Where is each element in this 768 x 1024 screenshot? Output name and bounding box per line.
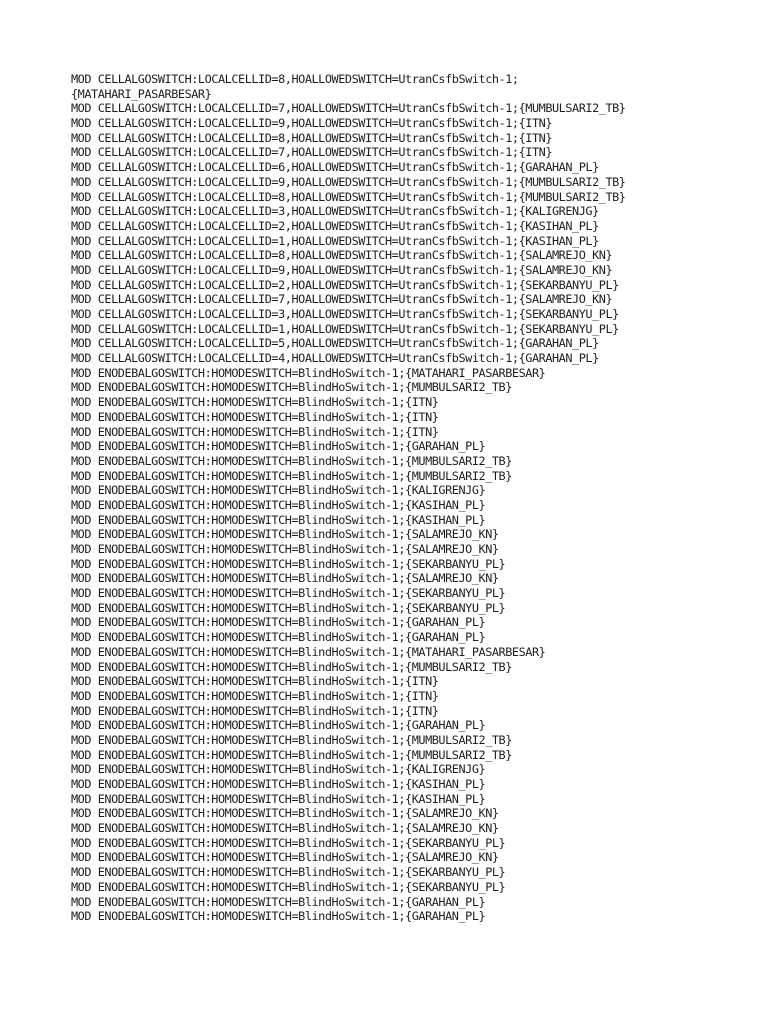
command-line: MOD ENODEBALGOSWITCH:HOMODESWITCH=BlindHoSwitch-1;{KALIGRENJG} (71, 762, 486, 777)
command-line: MOD CELLALGOSWITCH:LOCALCELLID=9,HOALLOWEDSWITCH=UtranCsfbSwitch-1;{ITN} (71, 116, 552, 131)
command-line: MOD ENODEBALGOSWITCH:HOMODESWITCH=BlindHoSwitch-1;{MATAHARI_PASARBESAR} (71, 644, 546, 659)
command-line: MOD ENODEBALGOSWITCH:HOMODESWITCH=BlindHoSwitch-1;{ITN} (71, 424, 439, 439)
command-listing (71, 72, 626, 924)
command-line: MOD CELLALGOSWITCH:LOCALCELLID=7,HOALLOWEDSWITCH=UtranCsfbSwitch-1;{ITN} (71, 145, 552, 160)
command-line: MOD CELLALGOSWITCH:LOCALCELLID=7,HOALLOWEDSWITCH=UtranCsfbSwitch-1;{MUMBULSARI2_TB} (71, 101, 626, 116)
command-line: MOD ENODEBALGOSWITCH:HOMODESWITCH=BlindHoSwitch-1;{GARAHAN_PL} (71, 894, 486, 909)
command-line: MOD CELLALGOSWITCH:LOCALCELLID=2,HOALLOWEDSWITCH=UtranCsfbSwitch-1;{SEKARBANYU_PL} (71, 277, 619, 292)
command-line: MOD CELLALGOSWITCH:LOCALCELLID=8,HOALLOWEDSWITCH=UtranCsfbSwitch-1;{MUMBULSARI2_TB} (71, 189, 626, 204)
command-line: MOD CELLALGOSWITCH:LOCALCELLID=2,HOALLOWEDSWITCH=UtranCsfbSwitch-1;{KASIHAN_PL} (71, 218, 599, 233)
command-line: MOD ENODEBALGOSWITCH:HOMODESWITCH=BlindHoSwitch-1;{ITN} (71, 409, 439, 424)
command-line: MOD ENODEBALGOSWITCH:HOMODESWITCH=BlindHoSwitch-1;{KASIHAN_PL} (71, 497, 486, 512)
command-line: MOD ENODEBALGOSWITCH:HOMODESWITCH=BlindHoSwitch-1;{ITN} (71, 395, 439, 410)
command-line: MOD CELLALGOSWITCH:LOCALCELLID=8,HOALLOWEDSWITCH=UtranCsfbSwitch-1;{SALAMREJO_KN} (71, 248, 613, 263)
command-line: MOD ENODEBALGOSWITCH:HOMODESWITCH=BlindHoSwitch-1;{GARAHAN_PL} (71, 718, 486, 733)
command-line: MOD CELLALGOSWITCH:LOCALCELLID=1,HOALLOWEDSWITCH=UtranCsfbSwitch-1;{KASIHAN_PL} (71, 233, 599, 248)
command-line: MOD ENODEBALGOSWITCH:HOMODESWITCH=BlindHoSwitch-1;{SEKARBANYU_PL} (71, 879, 506, 894)
command-line: MOD ENODEBALGOSWITCH:HOMODESWITCH=BlindHoSwitch-1;{SALAMREJO_KN} (71, 821, 499, 836)
command-line: MOD ENODEBALGOSWITCH:HOMODESWITCH=BlindHoSwitch-1;{MUMBULSARI2_TB} (71, 453, 512, 468)
command-line: MOD ENODEBALGOSWITCH:HOMODESWITCH=BlindHoSwitch-1;{GARAHAN_PL} (71, 909, 486, 924)
command-line: MOD CELLALGOSWITCH:LOCALCELLID=8,HOALLOWEDSWITCH=UtranCsfbSwitch-1; (71, 72, 519, 86)
command-line: MOD ENODEBALGOSWITCH:HOMODESWITCH=BlindHoSwitch-1;{MUMBULSARI2_TB} (71, 468, 512, 483)
command-line: MOD ENODEBALGOSWITCH:HOMODESWITCH=BlindHoSwitch-1;{GARAHAN_PL} (71, 630, 486, 645)
command-line: MOD CELLALGOSWITCH:LOCALCELLID=5,HOALLOWEDSWITCH=UtranCsfbSwitch-1;{GARAHAN_PL} (71, 336, 599, 351)
command-line: MOD ENODEBALGOSWITCH:HOMODESWITCH=BlindHoSwitch-1;{MUMBULSARI2_TB} (71, 732, 512, 747)
command-line: MOD ENODEBALGOSWITCH:HOMODESWITCH=BlindHoSwitch-1;{SEKARBANYU_PL} (71, 600, 506, 615)
command-line: MOD CELLALGOSWITCH:LOCALCELLID=6,HOALLOWEDSWITCH=UtranCsfbSwitch-1;{GARAHAN_PL} (71, 160, 599, 175)
command-line: MOD CELLALGOSWITCH:LOCALCELLID=3,HOALLOWEDSWITCH=UtranCsfbSwitch-1;{KALIGRENJG} (71, 204, 599, 219)
command-line: MOD CELLALGOSWITCH:LOCALCELLID=9,HOALLOWEDSWITCH=UtranCsfbSwitch-1;{SALAMREJO_KN} (71, 262, 613, 277)
command-line: MOD ENODEBALGOSWITCH:HOMODESWITCH=BlindHoSwitch-1;{SEKARBANYU_PL} (71, 586, 506, 601)
command-line: MOD CELLALGOSWITCH:LOCALCELLID=7,HOALLOWEDSWITCH=UtranCsfbSwitch-1;{SALAMREJO_KN} (71, 292, 613, 307)
command-line: MOD ENODEBALGOSWITCH:HOMODESWITCH=BlindHoSwitch-1;{ITN} (71, 674, 439, 689)
command-line: MOD ENODEBALGOSWITCH:HOMODESWITCH=BlindHoSwitch-1;{SALAMREJO_KN} (71, 806, 499, 821)
command-line: MOD ENODEBALGOSWITCH:HOMODESWITCH=BlindHoSwitch-1;{SEKARBANYU_PL} (71, 865, 506, 880)
command-line: MOD ENODEBALGOSWITCH:HOMODESWITCH=BlindHoSwitch-1;{SEKARBANYU_PL} (71, 835, 506, 850)
command-line: MOD ENODEBALGOSWITCH:HOMODESWITCH=BlindHoSwitch-1;{GARAHAN_PL} (71, 439, 486, 454)
command-line: MOD ENODEBALGOSWITCH:HOMODESWITCH=BlindHoSwitch-1;{KALIGRENJG} (71, 483, 486, 498)
command-line: {MATAHARI_PASARBESAR} (71, 86, 212, 101)
command-line: MOD ENODEBALGOSWITCH:HOMODESWITCH=BlindHoSwitch-1;{ITN} (71, 688, 439, 703)
command-line: MOD ENODEBALGOSWITCH:HOMODESWITCH=BlindHoSwitch-1;{MATAHARI_PASARBESAR} (71, 365, 546, 380)
command-line: MOD ENODEBALGOSWITCH:HOMODESWITCH=BlindHoSwitch-1;{KASIHAN_PL} (71, 512, 486, 527)
command-line: MOD ENODEBALGOSWITCH:HOMODESWITCH=BlindHoSwitch-1;{ITN} (71, 703, 439, 718)
command-line: MOD ENODEBALGOSWITCH:HOMODESWITCH=BlindHoSwitch-1;{MUMBULSARI2_TB} (71, 380, 512, 395)
command-line: MOD ENODEBALGOSWITCH:HOMODESWITCH=BlindHoSwitch-1;{GARAHAN_PL} (71, 615, 486, 630)
command-line: MOD CELLALGOSWITCH:LOCALCELLID=4,HOALLOWEDSWITCH=UtranCsfbSwitch-1;{GARAHAN_PL} (71, 351, 599, 366)
command-line: MOD ENODEBALGOSWITCH:HOMODESWITCH=BlindHoSwitch-1;{SALAMREJO_KN} (71, 542, 499, 556)
command-line: MOD ENODEBALGOSWITCH:HOMODESWITCH=BlindHoSwitch-1;{KASIHAN_PL} (71, 777, 486, 791)
command-line: MOD ENODEBALGOSWITCH:HOMODESWITCH=BlindHoSwitch-1;{KASIHAN_PL} (71, 791, 486, 806)
command-line: MOD ENODEBALGOSWITCH:HOMODESWITCH=BlindHoSwitch-1;{MUMBULSARI2_TB} (71, 659, 512, 674)
command-line: MOD ENODEBALGOSWITCH:HOMODESWITCH=BlindHoSwitch-1;{SALAMREJO_KN} (71, 850, 499, 865)
command-line: MOD CELLALGOSWITCH:LOCALCELLID=1,HOALLOWEDSWITCH=UtranCsfbSwitch-1;{SEKARBANYU_PL} (71, 321, 619, 336)
command-line: MOD ENODEBALGOSWITCH:HOMODESWITCH=BlindHoSwitch-1;{SALAMREJO_KN} (71, 571, 499, 586)
command-line: MOD ENODEBALGOSWITCH:HOMODESWITCH=BlindHoSwitch-1;{MUMBULSARI2_TB} (71, 747, 512, 762)
command-line: MOD CELLALGOSWITCH:LOCALCELLID=8,HOALLOWEDSWITCH=UtranCsfbSwitch-1;{ITN} (71, 130, 552, 145)
command-line: MOD CELLALGOSWITCH:LOCALCELLID=3,HOALLOWEDSWITCH=UtranCsfbSwitch-1;{SEKARBANYU_PL} (71, 307, 619, 321)
command-line: MOD ENODEBALGOSWITCH:HOMODESWITCH=BlindHoSwitch-1;{SEKARBANYU_PL} (71, 556, 506, 571)
command-line: MOD ENODEBALGOSWITCH:HOMODESWITCH=BlindHoSwitch-1;{SALAMREJO_KN} (71, 527, 499, 542)
command-line: MOD CELLALGOSWITCH:LOCALCELLID=9,HOALLOWEDSWITCH=UtranCsfbSwitch-1;{MUMBULSARI2_TB} (71, 174, 626, 189)
